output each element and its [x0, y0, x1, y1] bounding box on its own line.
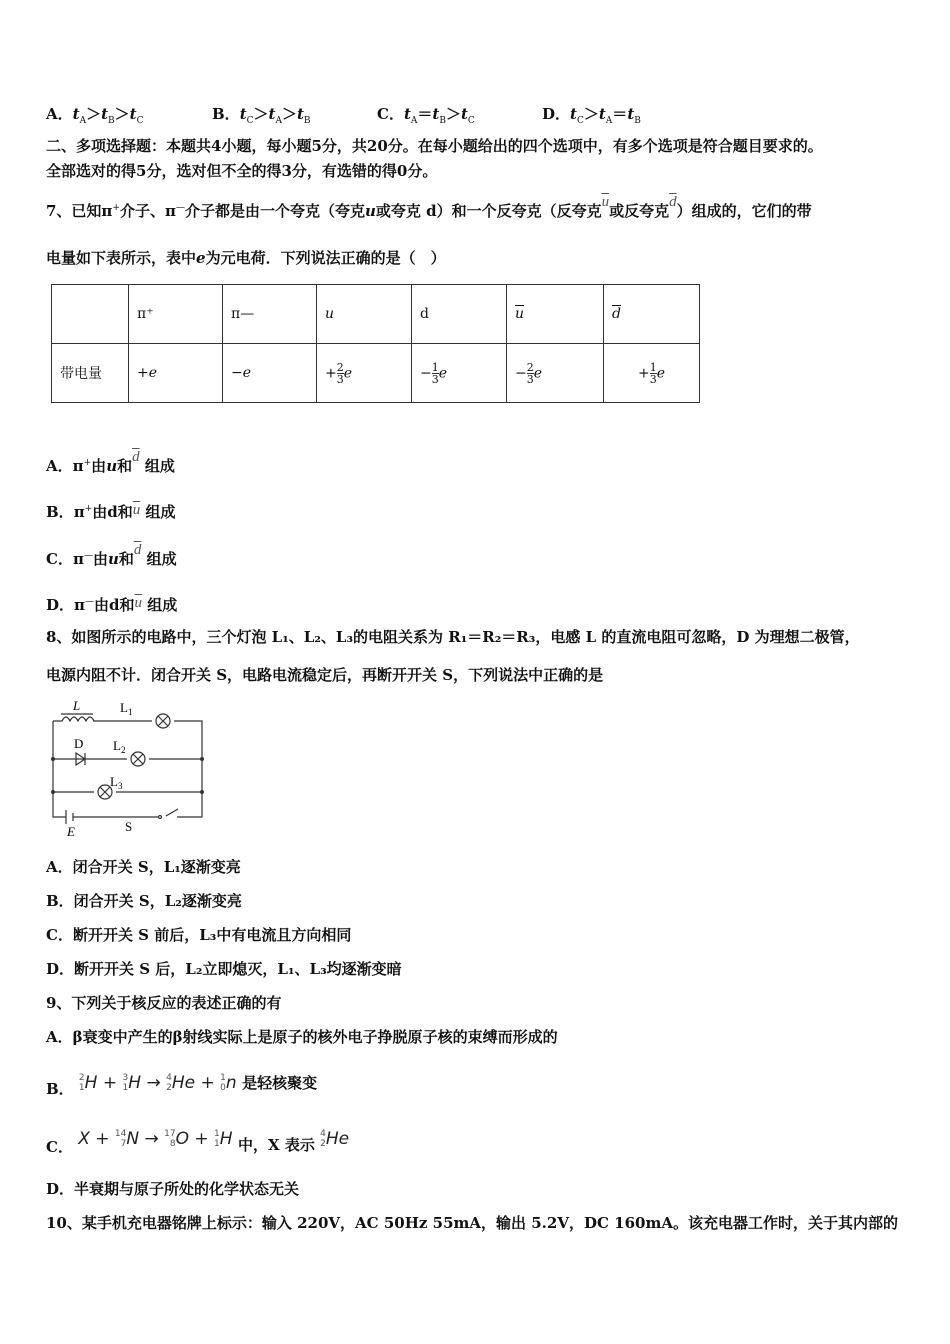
sign: +: [137, 365, 149, 381]
sign: −: [420, 365, 432, 381]
header-cell: u: [317, 285, 412, 344]
text: 或反夸克: [609, 202, 670, 220]
e: e: [242, 365, 252, 381]
letter: B．: [212, 105, 240, 123]
t: L: [110, 774, 118, 789]
text: $\overline{u}$: [515, 306, 525, 322]
q7-option-a[interactable]: [46, 449, 175, 477]
inductor-label: L: [73, 698, 81, 713]
op: ＞: [114, 105, 130, 123]
plus: +: [102, 1073, 118, 1093]
sup: —: [175, 203, 185, 213]
mass: 14: [114, 1129, 127, 1139]
text: 介子、π: [119, 202, 176, 220]
text: π: [74, 596, 85, 614]
q6-option-d[interactable]: D．$t_C>t_A=t_B$: [542, 105, 641, 126]
header-cell: [507, 285, 604, 344]
letter: D．: [46, 596, 75, 614]
mass: 2: [78, 1073, 85, 1083]
den: 3: [526, 372, 534, 386]
q7-option-c[interactable]: [46, 542, 177, 570]
text: 和: [117, 503, 133, 521]
q8-option-c[interactable]: C．断开开关 S 前后，L₃中有电流且方向相同: [46, 926, 352, 944]
e: e: [343, 365, 353, 381]
arrow: →: [146, 1073, 161, 1093]
sub: C: [136, 116, 144, 126]
charge: 0: [220, 1083, 226, 1093]
text: 由: [92, 503, 108, 521]
battery-label: E: [67, 824, 75, 839]
symbol: H: [128, 1073, 142, 1093]
num: 1: [649, 360, 657, 374]
equation: [79, 1073, 242, 1093]
op: ＝: [612, 105, 628, 123]
text: d: [107, 503, 118, 521]
q9-option-d[interactable]: D．半衰期与原子所处的化学状态无关: [46, 1180, 300, 1198]
e: e: [438, 365, 448, 381]
q7-option-b[interactable]: [46, 499, 176, 523]
lamp1-label: [120, 700, 132, 717]
sub: A: [79, 116, 87, 126]
sign: −: [231, 365, 243, 381]
symbol: H: [219, 1129, 233, 1149]
anti: $\overline{u}$: [132, 502, 141, 518]
anti: $\overline{d}$: [132, 449, 140, 465]
sup: +: [84, 504, 93, 514]
text: 由: [92, 550, 108, 568]
text: u: [364, 202, 376, 220]
charge-cell: [412, 344, 507, 403]
text: 电量如下表所示，表中: [46, 249, 197, 267]
q9-option-b[interactable]: [46, 1068, 317, 1098]
charge: 2: [320, 1139, 326, 1149]
charge: 7: [120, 1139, 127, 1149]
q8-option-a[interactable]: A．闭合开关 S，L₁逐渐变亮: [46, 858, 241, 876]
op: ＞: [445, 105, 461, 123]
letter: C．: [46, 550, 73, 568]
sub: A: [605, 116, 613, 126]
switch-label: S: [125, 819, 133, 834]
row-label: 带电量: [52, 344, 129, 403]
q9-option-c[interactable]: [46, 1124, 349, 1154]
mass: 3: [122, 1073, 129, 1083]
q10-stem: 10、某手机充电器铭牌上标示：输入 220V，AC 50Hz 55mA，输出 5.2V，DC 160mA。该充电器工作时，关于其内部的: [46, 1214, 898, 1232]
charge-cell: [604, 344, 700, 403]
charge-cell: [223, 344, 317, 403]
symbol: X: [78, 1129, 90, 1149]
text: 由: [94, 596, 110, 614]
charge: 8: [169, 1139, 176, 1149]
text: π: [73, 503, 85, 521]
sub: C: [576, 116, 584, 126]
letter: A．: [46, 457, 73, 475]
text: 介子都是由一个夸克（夸克: [184, 202, 365, 220]
letter: C．: [46, 1138, 73, 1156]
text: 组成: [146, 550, 177, 568]
text: u: [106, 457, 118, 475]
symbol: N: [126, 1129, 140, 1149]
letter: B．: [46, 503, 74, 521]
text: $\overline{d}$: [612, 306, 621, 322]
sup: +: [112, 203, 120, 213]
q6-option-b[interactable]: B．$t_C>t_A>t_B$: [212, 105, 311, 126]
letter: A．: [46, 105, 73, 123]
text: 组成: [147, 596, 178, 614]
charge-cell: [317, 344, 412, 403]
anti: $\overline{u}$: [134, 595, 143, 611]
op: ＞: [86, 105, 102, 123]
mass: 1: [214, 1129, 220, 1139]
text: 或夸克 d）和一个反夸克（反夸克: [375, 202, 602, 220]
sub: B: [303, 116, 311, 126]
sign: −: [515, 365, 527, 381]
sub: A: [275, 116, 282, 126]
sup: +: [83, 458, 92, 468]
lamp2-label: [113, 738, 125, 755]
diode-label: D: [74, 736, 84, 751]
sub: C: [246, 116, 254, 126]
letter: C．: [377, 105, 404, 123]
text: π: [72, 457, 84, 475]
q9-stem: 9、下列关于核反应的表述正确的有: [46, 994, 282, 1012]
q8-stem-2: 电源内阻不计．闭合开关 S，电路电流稳定后，再断开开关 S，下列说法中正确的是: [46, 666, 604, 684]
q7-stem: [46, 194, 812, 222]
t: L: [120, 700, 128, 715]
t: L: [113, 738, 121, 753]
text: 和: [119, 596, 135, 614]
anti-d: $\overline{d}$: [669, 194, 677, 210]
circuit-diagram: [40, 690, 220, 840]
op: ＞: [583, 105, 599, 123]
q6-option-c[interactable]: C．$t_A=t_B>t_C$: [377, 105, 475, 126]
charge: 1: [78, 1083, 85, 1093]
table-row: [52, 344, 700, 403]
lamp3-label: [110, 774, 123, 791]
charge: 1: [122, 1083, 129, 1093]
text: 和: [118, 550, 134, 568]
plus: +: [95, 1129, 110, 1149]
text: 为元电荷．下列说法正确的是（ ）: [205, 249, 446, 267]
q8-option-b[interactable]: B．闭合开关 S，L₂逐渐变亮: [46, 892, 242, 910]
text: e: [196, 249, 206, 267]
header-cell: d: [412, 285, 507, 344]
arrow: →: [144, 1129, 159, 1149]
letter: D．: [542, 105, 571, 123]
charge: 1: [214, 1139, 220, 1149]
mass: 4: [320, 1129, 326, 1139]
anti-u: $\overline{u}$: [601, 194, 610, 210]
table-header-row: [52, 285, 700, 344]
charge-table: [51, 284, 700, 403]
text: 是轻核聚变: [242, 1074, 318, 1092]
text: 7、已知π: [46, 202, 113, 220]
symbol: O: [175, 1129, 189, 1149]
mass: 1: [220, 1073, 226, 1083]
sub: C: [467, 116, 475, 126]
q7-option-d[interactable]: [46, 592, 177, 616]
text: π: [72, 550, 84, 568]
q9-option-a[interactable]: A．β衰变中产生的β射线实际上是原子的核外电子挣脱原子核的束缚而形成的: [46, 1028, 558, 1046]
sub: A: [410, 116, 418, 126]
sup: —: [85, 597, 94, 607]
section2-heading: 二、多项选择题：本题共4小题，每小题5分，共20分。在每小题给出的四个选项中，有多个选项是符合题目要求的。: [46, 137, 823, 155]
anti: $\overline{d}$: [133, 542, 142, 558]
charge: 2: [166, 1083, 172, 1093]
q8-option-d[interactable]: D．断开开关 S 后，L₂立即熄灭，L₁、L₃均逐渐变暗: [46, 960, 402, 978]
section2-instructions: 全部选对的得5分，选对但不全的得3分，有选错的得0分。: [46, 162, 438, 180]
den: 3: [431, 372, 439, 386]
sign: +: [325, 365, 337, 381]
equation: [78, 1129, 238, 1149]
symbol: n: [225, 1073, 237, 1093]
sub: B: [108, 116, 115, 126]
plus: +: [200, 1073, 215, 1093]
sup: —: [83, 551, 93, 561]
symbol: He: [171, 1073, 196, 1093]
t: 1: [127, 707, 133, 717]
t: 2: [120, 745, 126, 755]
symbol: He: [325, 1129, 350, 1149]
mass: 17: [164, 1129, 176, 1139]
text: 组成: [145, 503, 176, 521]
text: 和: [117, 457, 133, 475]
op: ＞: [253, 105, 269, 123]
num: 2: [526, 360, 534, 374]
e: e: [656, 365, 666, 381]
num: 2: [336, 360, 344, 374]
text: ）组成的，它们的带: [676, 202, 812, 220]
alpha-particle: [320, 1129, 349, 1149]
e: e: [148, 365, 158, 381]
symbol: H: [84, 1073, 98, 1093]
text: u: [107, 550, 119, 568]
q6-option-a[interactable]: A．$t_A>t_B>t_C$: [46, 105, 144, 126]
op: ＝: [417, 105, 433, 123]
header-cell: π—: [223, 285, 317, 344]
mass: 4: [166, 1073, 172, 1083]
plus: +: [194, 1129, 209, 1149]
text: 由: [91, 457, 107, 475]
t: 3: [117, 781, 123, 791]
num: 1: [431, 360, 439, 374]
sign: +: [637, 365, 650, 381]
den: 3: [649, 372, 657, 386]
letter: B．: [46, 1080, 74, 1098]
q7-stem-2: [46, 248, 446, 268]
text: 中，X 表示: [237, 1136, 315, 1154]
sub: B: [634, 116, 641, 126]
charge-cell: [129, 344, 223, 403]
q8-stem: 8、如图所示的电路中，三个灯泡 L₁、L₂、L₃的电阻关系为 R₁＝R₂＝R₃，电感 L 的直流电阻可忽略，D 为理想二极管，: [46, 628, 860, 646]
text: 组成: [144, 457, 175, 475]
header-cell: [604, 285, 700, 344]
e: e: [533, 365, 543, 381]
header-cell: [52, 285, 129, 344]
text: d: [109, 596, 120, 614]
charge-cell: [507, 344, 604, 403]
den: 3: [336, 372, 344, 386]
sub: B: [439, 116, 446, 126]
op: ＞: [281, 105, 297, 123]
header-cell: π⁺: [129, 285, 223, 344]
